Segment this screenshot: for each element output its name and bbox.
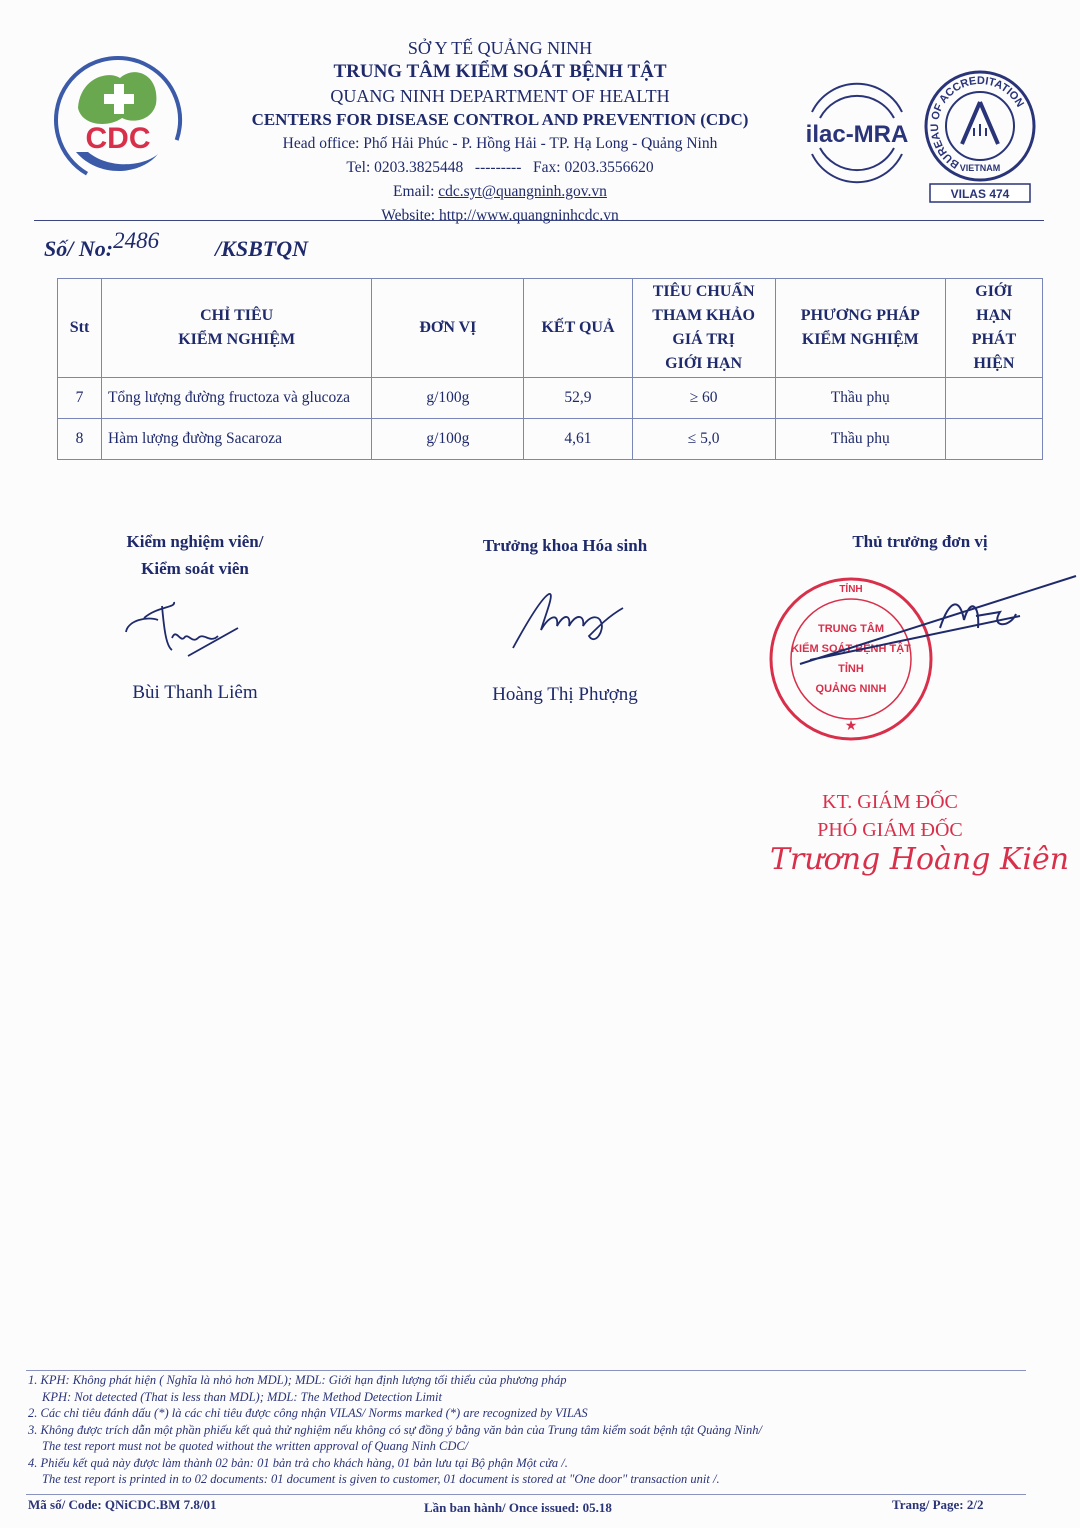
doc-number-suffix: /KSBTQN xyxy=(215,236,308,261)
svg-text:QUẢNG NINH: QUẢNG NINH xyxy=(815,683,887,695)
tel: Tel: 0203.3825448 xyxy=(346,159,464,176)
svg-text:TRUNG TÂM: TRUNG TÂM xyxy=(818,623,884,635)
cell-unit: g/100g xyxy=(372,378,524,419)
tester-name: Bùi Thanh Liêm xyxy=(132,682,258,703)
website[interactable]: Website: http://www.quangninhcdc.vn xyxy=(381,207,619,224)
chief-signature xyxy=(790,568,1080,678)
fax: Fax: 0203.3556620 xyxy=(533,159,654,176)
footnote-2: 2. Các chỉ tiêu đánh dấu (*) là các chỉ tiêu được công nhận VILAS/ Norms marked (*) are recognized by VILAS xyxy=(28,1406,588,1420)
cell-detection-limit xyxy=(945,378,1042,419)
cell-detection-limit xyxy=(945,419,1042,460)
director-handwritten-name: Trương Hoàng Kiên xyxy=(770,842,1070,877)
svg-text:TỈNH: TỈNH xyxy=(838,663,864,675)
col-header-stt: Stt xyxy=(58,279,102,378)
svg-text:KIỂM SOÁT BỆNH TẬT: KIỂM SOÁT BỆNH TẬT xyxy=(791,643,911,655)
svg-text:BUREAU OF ACCREDITATION xyxy=(929,75,1026,170)
col-header-reference-line3: GIÁ TRỊ xyxy=(672,331,735,348)
email-line xyxy=(210,180,790,204)
table-row xyxy=(58,419,1043,460)
dept-en: QUANG NINH DEPARTMENT OF HEALTH xyxy=(330,86,670,106)
col-header-indicator-line1: CHỈ TIÊU xyxy=(200,307,274,324)
tel-fax-separator: --------- xyxy=(474,159,522,176)
cell-reference: ≥ 60 xyxy=(632,378,775,419)
cell-stt: 8 xyxy=(58,419,102,460)
footnote-3-en: The test report must not be quoted without the written approval of Quang Ninh CDC/ xyxy=(42,1439,469,1453)
form-code: Mã số/ Code: QNiCDC.BM 7.8/01 xyxy=(28,1497,217,1512)
col-header-indicator-line2: KIỂM NGHIỆM xyxy=(178,331,296,348)
bureau-ring-text: BUREAU OF ACCREDITATION xyxy=(928,74,1026,171)
chief-title: Thủ trưởng đơn vị xyxy=(852,532,988,551)
footnote-4-en: The test report is printed in to 02 documents: 01 document is given to customer, 01 document is stored at "One door" transaction unit /. xyxy=(42,1472,720,1486)
table-row xyxy=(58,378,1043,419)
ilac-mra-mark xyxy=(792,72,922,192)
col-header-method-line2: KIỂM NGHIỆM xyxy=(801,331,919,348)
footnote-1: 1. KPH: Không phát hiện ( Nghĩa là nhỏ hơn MDL); MDL: Giới hạn định lượng tối thiểu của phương pháp xyxy=(28,1373,567,1387)
col-header-method-line1: PHƯƠNG PHÁP xyxy=(800,307,920,324)
head-name: Hoàng Thị Phượng xyxy=(492,684,638,705)
bureau-country: VIETNAM xyxy=(959,163,1001,173)
table-header-row xyxy=(58,279,1043,378)
org-en: CENTERS FOR DISEASE CONTROL AND PREVENTION (CDC) xyxy=(251,110,749,129)
col-header-lod-line3: PHÁT xyxy=(971,331,1017,348)
head-signature xyxy=(505,586,635,656)
col-header-lod-line2: HẠN xyxy=(976,307,1012,324)
vilas-number: VILAS 474 xyxy=(950,187,1010,201)
footnote-4: 4. Phiếu kết quả này được làm thành 02 bản: 01 bản trả cho khách hàng, 01 bản lưu tại Bộ phận Một cửa /. xyxy=(28,1455,568,1470)
svg-text:★: ★ xyxy=(844,717,858,733)
email-label: Email: xyxy=(393,183,439,200)
cell-indicator: Hàm lượng đường Sacaroza xyxy=(102,419,372,460)
col-header-lod-line1: GIỚI xyxy=(975,283,1013,300)
cdc-logo xyxy=(48,48,188,188)
col-header-reference-line1: TIÊU CHUẨN xyxy=(652,283,755,300)
doc-number-value: 2486 xyxy=(113,228,160,253)
bureau-of-accreditation-mark xyxy=(920,68,1040,208)
letterhead xyxy=(210,36,790,228)
footnote-divider xyxy=(26,1370,1026,1371)
col-header-unit: ĐƠN VỊ xyxy=(372,279,524,378)
doc-number-label: Số/ No: xyxy=(44,236,114,261)
cell-result: 4,61 xyxy=(524,419,632,460)
issue-number: Lần ban hành/ Once issued: 05.18 xyxy=(424,1500,612,1515)
head-office: Head office: Phố Hải Phúc - P. Hồng Hải - TP. Hạ Long - Quảng Ninh xyxy=(282,135,718,152)
page-number: Trang/ Page: 2/2 xyxy=(892,1497,984,1512)
cell-reference: ≤ 5,0 xyxy=(632,419,775,460)
cell-method: Thầu phụ xyxy=(775,378,945,419)
col-header-reference-line2: THAM KHẢO xyxy=(652,307,755,324)
cell-method: Thầu phụ xyxy=(775,419,945,460)
tester-title-line2: Kiểm soát viên xyxy=(141,559,249,578)
head-title: Trưởng khoa Hóa sinh xyxy=(482,536,648,555)
cell-indicator: Tổng lượng đường fructoza và glucoza xyxy=(102,378,372,419)
col-header-detection-limit xyxy=(945,279,1042,378)
col-header-result: KẾT QUẢ xyxy=(524,279,632,378)
results-table xyxy=(57,278,1043,460)
footnotes xyxy=(28,1372,1028,1488)
svg-text:TỈNH: TỈNH xyxy=(839,584,863,595)
email-link[interactable]: cdc.syt@quangninh.gov.vn xyxy=(438,183,607,200)
tester-title xyxy=(80,528,310,582)
document-number xyxy=(44,228,308,262)
footnote-3: 3. Không được trích dẫn một phần phiếu kết quả thử nghiệm nếu không có sự đồng ý bằng văn bản của Trung tâm kiểm soát bệnh tật Quảng Ninh/ xyxy=(28,1422,762,1437)
director-line2: PHÓ GIÁM ĐỐC xyxy=(817,819,963,841)
cdc-logo-text: CDC xyxy=(85,122,151,155)
col-header-lod-line4: HIỆN xyxy=(973,355,1015,372)
cell-stt: 7 xyxy=(58,378,102,419)
col-header-reference xyxy=(632,279,775,378)
director-block xyxy=(740,788,1040,844)
org-vn: TRUNG TÂM KIỂM SOÁT BỆNH TẬT xyxy=(333,61,667,82)
cell-unit: g/100g xyxy=(372,419,524,460)
ilac-mra-text: ilac-MRA xyxy=(805,121,909,148)
tester-signature xyxy=(118,598,248,678)
col-header-indicator xyxy=(102,279,372,378)
director-line1: KT. GIÁM ĐỐC xyxy=(822,791,958,813)
header-divider xyxy=(34,220,1044,221)
col-header-method xyxy=(775,279,945,378)
footer-divider xyxy=(26,1494,1026,1495)
dept-vn: SỞ Y TẾ QUẢNG NINH xyxy=(407,38,593,58)
cell-result: 52,9 xyxy=(524,378,632,419)
footnote-1-en: KPH: Not detected (That is less than MDL); MDL: The Method Detection Limit xyxy=(42,1389,442,1404)
tester-title-line1: Kiểm nghiệm viên/ xyxy=(126,532,264,551)
contact-line xyxy=(210,156,790,180)
col-header-reference-line4: GIỚI HẠN xyxy=(665,355,743,372)
